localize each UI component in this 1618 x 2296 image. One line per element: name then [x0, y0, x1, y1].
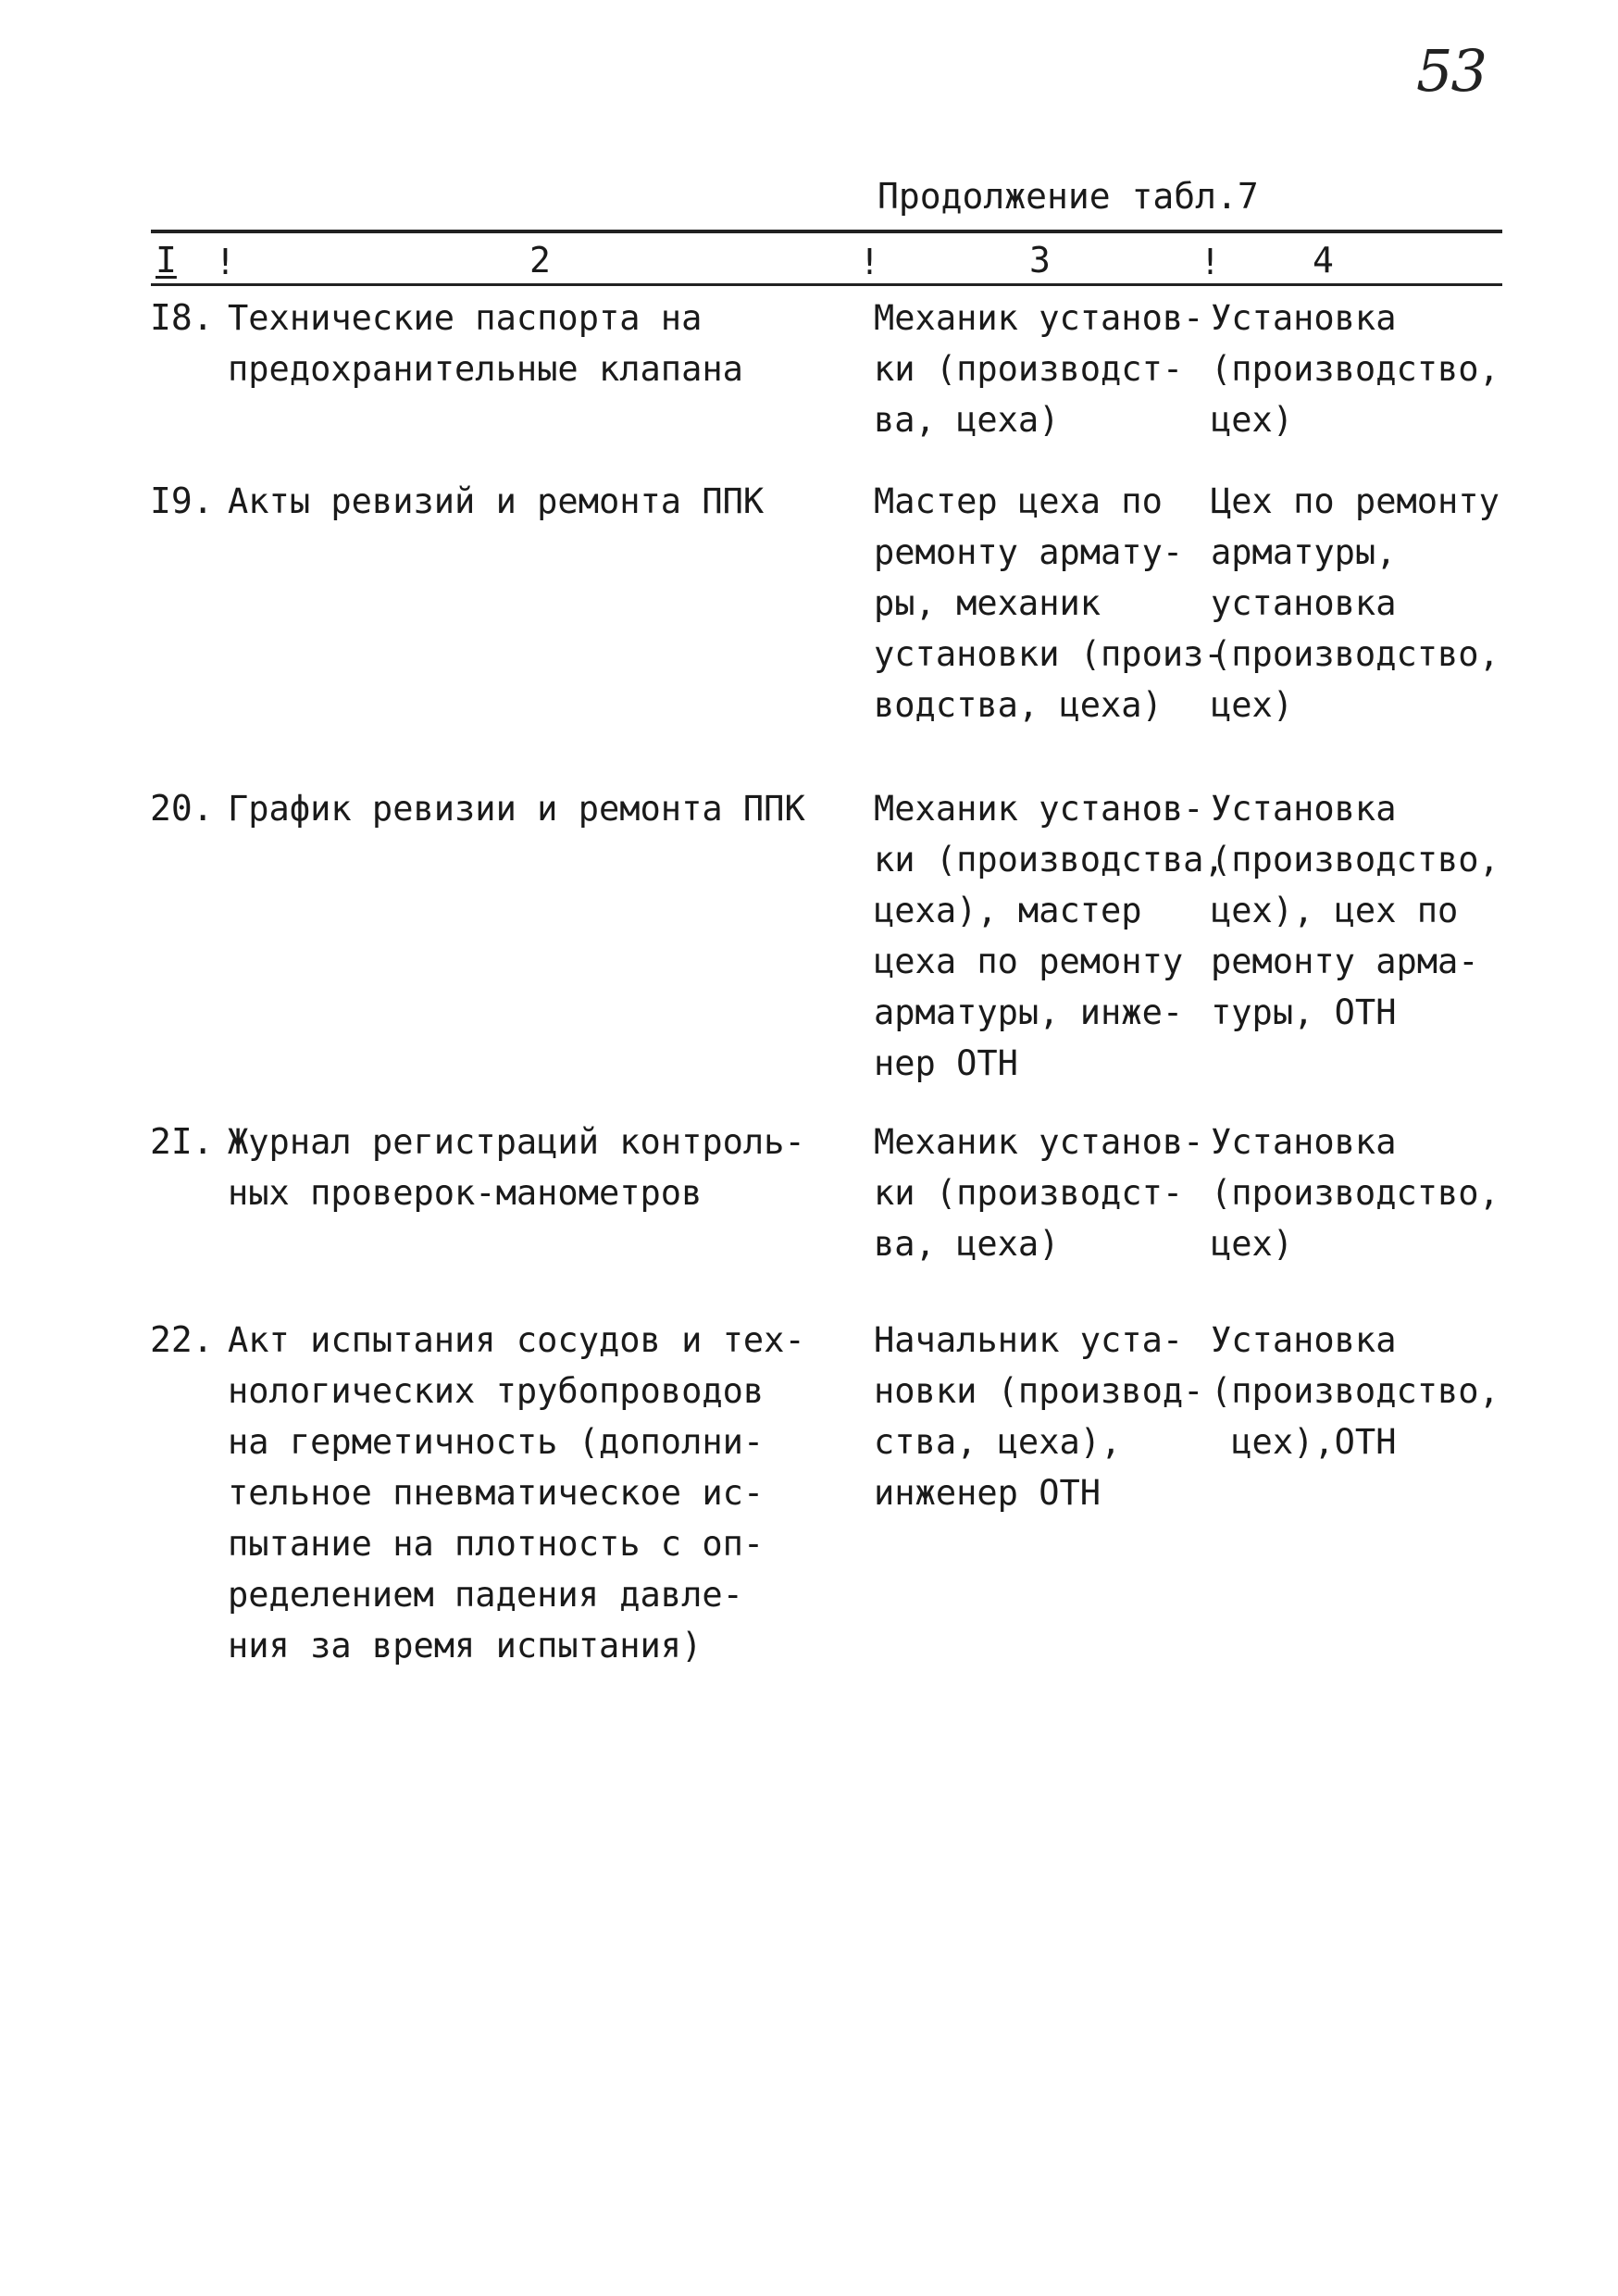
responsible-person-cell: Механик установ- ки (производст- ва, цеха) [874, 298, 1204, 440]
page-number: 53 [1416, 37, 1486, 105]
responsible-person-cell: Механик установ- ки (производства, цеха), мастер цеха по ремонту арматуры, инже- нер ОТН [874, 789, 1225, 1083]
responsible-person-cell: Начальник уста- новки (производ- ства, цеха), инженер ОТН [874, 1320, 1204, 1513]
row-number: 20. [150, 788, 214, 829]
document-name-cell: Журнал регистраций контроль- ных проверок-манометров [228, 1122, 805, 1213]
column-header-2: 2 [529, 240, 551, 281]
document-name-cell: Технические паспорта на предохранительные клапана [228, 298, 743, 389]
storage-location-cell: Установка (производство, цех), цех по ремонту арма- туры, ОТН [1211, 789, 1500, 1032]
storage-location-cell: Цех по ремонту арматуры, установка (производство, цех) [1211, 481, 1500, 725]
row-number: 2I. [150, 1121, 214, 1162]
responsible-person-cell: Мастер цеха по ремонту армату- ры, механик установки (произ- водства, цеха) [874, 481, 1225, 725]
column-header-1: I [156, 240, 177, 281]
responsible-person-cell: Механик установ- ки (производст- ва, цеха) [874, 1122, 1204, 1264]
header-bottom-rule [151, 283, 1502, 286]
column-separator: ! [1200, 242, 1221, 282]
header-top-rule [151, 230, 1502, 233]
storage-location-cell: Установка (производство, цех) [1211, 298, 1500, 440]
column-header-3: 3 [1029, 240, 1051, 281]
column-separator: ! [215, 242, 236, 282]
table-caption: Продолжение табл.7 [877, 176, 1259, 217]
column-separator: ! [859, 242, 880, 282]
row-number: I9. [150, 480, 214, 521]
row-number: I8. [150, 297, 214, 338]
storage-location-cell: Установка (производство, цех) [1211, 1122, 1500, 1264]
row-number: 22. [150, 1319, 214, 1360]
document-name-cell: Акты ревизий и ремонта ППК [228, 481, 765, 521]
column-header-4: 4 [1313, 240, 1334, 281]
document-name-cell: График ревизии и ремонта ППК [228, 789, 805, 829]
storage-location-cell: Установка (производство, цех),ОТН [1211, 1320, 1500, 1462]
document-name-cell: Акт испытания сосудов и тех- нологических трубопроводов на герметичность (дополни- тельное пневматическое ис- пытание на плотность с оп- ределением падения давле- ния за время испытания) [228, 1320, 805, 1666]
